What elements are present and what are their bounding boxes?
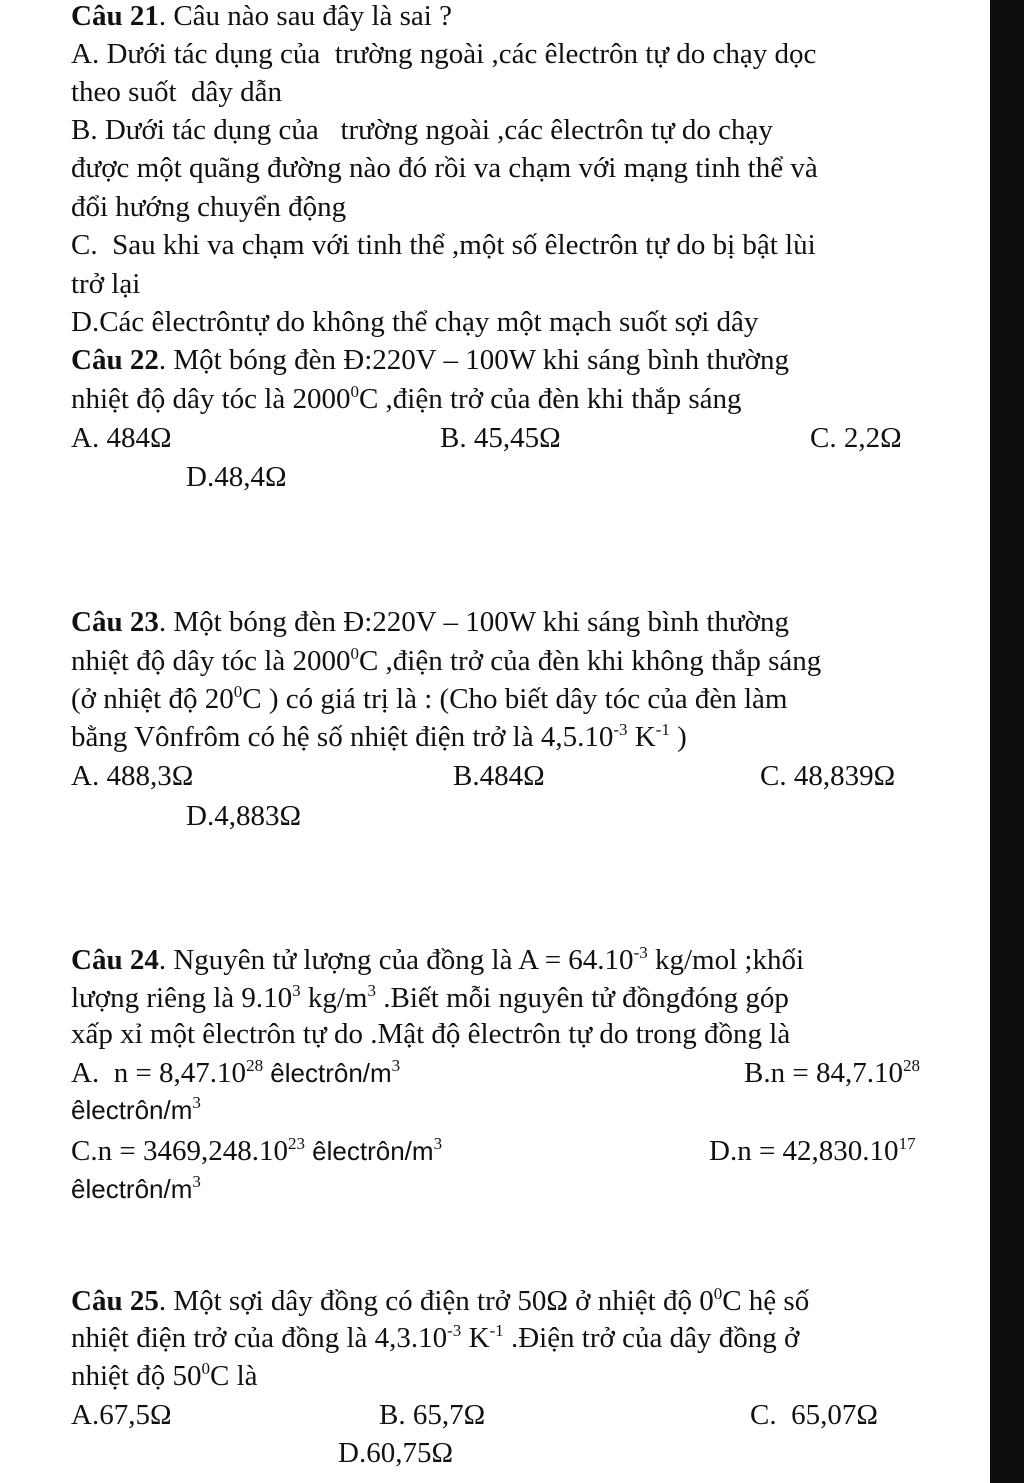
- q23-stem-line: bằng Vônfrôm có hệ số nhiệt điện trở là $4,5.10^{-3}$ $K^{-1}$ ): [71, 720, 687, 753]
- q25-stem-line: nhiệt điện trở của đồng là $4,3.10^{-3}$ $K^{-1}$ .Điện trở của dây đồng ở: [71, 1321, 800, 1354]
- q24-option-b-unit: êlectrôn/$m^3$: [71, 1093, 201, 1125]
- q21-line: B. Dưới tác dụng của trường ngoài ,các êlectrôn tự do chạy: [71, 114, 773, 146]
- q23-stem-line: Câu 23. Một bóng đèn Đ:220V – 100W khi sáng bình thường: [71, 606, 789, 638]
- q22-option-d: D.48,4Ω: [186, 461, 287, 493]
- q23-option-b: B.484Ω: [453, 760, 545, 792]
- q25-stem-line: Câu 25. Một sợi dây đồng có điện trở 50Ω ở nhiệt độ $0^0C$ hệ số: [71, 1284, 810, 1317]
- q24-stem-line: Câu 24. Nguyên tử lượng của đồng là $A = 64.10^{-3}$ kg/mol ;khối: [71, 943, 805, 976]
- q23-option-c: C. 48,839Ω: [760, 760, 896, 792]
- q24-option-c: $C.n = 3469,248.10^{23}$ êlectrôn/$m^3$: [71, 1134, 443, 1167]
- q24-option-d-unit: êlectrôn/$m^3$: [71, 1172, 201, 1204]
- q21-line: theo suốt dây dẫn: [71, 76, 283, 108]
- q21-line: được một quãng đường nào đó rồi va chạm với mạng tinh thể và: [71, 152, 818, 184]
- q23-option-d: D.4,883Ω: [186, 800, 301, 832]
- right-scan-border: [990, 0, 1024, 1483]
- q24-stem-line: lượng riêng là 9.10$^3$ $kg/m^3$ .Biết mỗi nguyên tử đồngđóng góp: [71, 981, 789, 1014]
- q22-stem-line: Câu 22. Một bóng đèn Đ:220V – 100W khi sáng bình thường: [71, 344, 789, 376]
- q24-label: Câu 24: [71, 944, 159, 976]
- q21-line: đổi hướng chuyển động: [71, 191, 347, 223]
- q22-option-c: C. 2,2Ω: [810, 422, 902, 454]
- q24-option-b: $B.n = 84,7.10^{28}$: [744, 1056, 920, 1089]
- q23-stem-line: (ở nhiệt độ $20^0C$ ) có giá trị là : (Cho biết dây tóc của đèn làm: [71, 682, 788, 715]
- q21-line: A. Dưới tác dụng của trường ngoài ,các êlectrôn tự do chạy dọc: [71, 38, 817, 70]
- q21-label: Câu 21: [71, 0, 159, 32]
- q25-option-c: C. 65,07Ω: [750, 1399, 878, 1431]
- q23-option-a: A. 488,3Ω: [71, 760, 194, 792]
- q23-label: Câu 23: [71, 606, 159, 638]
- q25-stem-line: nhiệt độ $50^0C$ là: [71, 1359, 258, 1392]
- q23-stem-line: nhiệt độ dây tóc là 2000$^0$C ,điện trở của đèn khi không thắp sáng: [71, 644, 822, 677]
- q25-option-a: A.67,5Ω: [71, 1399, 172, 1431]
- q22-option-b: B. 45,45Ω: [440, 422, 561, 454]
- q22-stem-line: nhiệt độ dây tóc là 2000$^0$C ,điện trở của đèn khi thắp sáng: [71, 382, 742, 415]
- q25-option-b: B. 65,7Ω: [379, 1399, 486, 1431]
- q21-line: D.Các êlectrôntự do không thể chạy một mạch suốt sợi dây: [71, 306, 759, 338]
- q21-line: trở lại: [71, 268, 141, 300]
- q22-option-a: A. 484Ω: [71, 422, 172, 454]
- q21-line: C. Sau khi va chạm với tinh thể ,một số êlectrôn tự do bị bật lùi: [71, 229, 816, 261]
- q24-stem-line: xấp xỉ một êlectrôn tự do .Mật độ êlectrôn tự do trong đồng là: [71, 1018, 791, 1050]
- q21-stem: Câu 21. Câu nào sau đây là sai ?: [71, 0, 452, 32]
- q25-option-d: D.60,75Ω: [338, 1437, 453, 1469]
- q25-label: Câu 25: [71, 1285, 159, 1317]
- q22-label: Câu 22: [71, 344, 159, 376]
- q24-option-d: $D.n = 42,830.10^{17}$: [709, 1134, 916, 1167]
- q24-option-a: A. $n = 8,47.10^{28}$ êlectrôn/$m^3$: [71, 1056, 401, 1089]
